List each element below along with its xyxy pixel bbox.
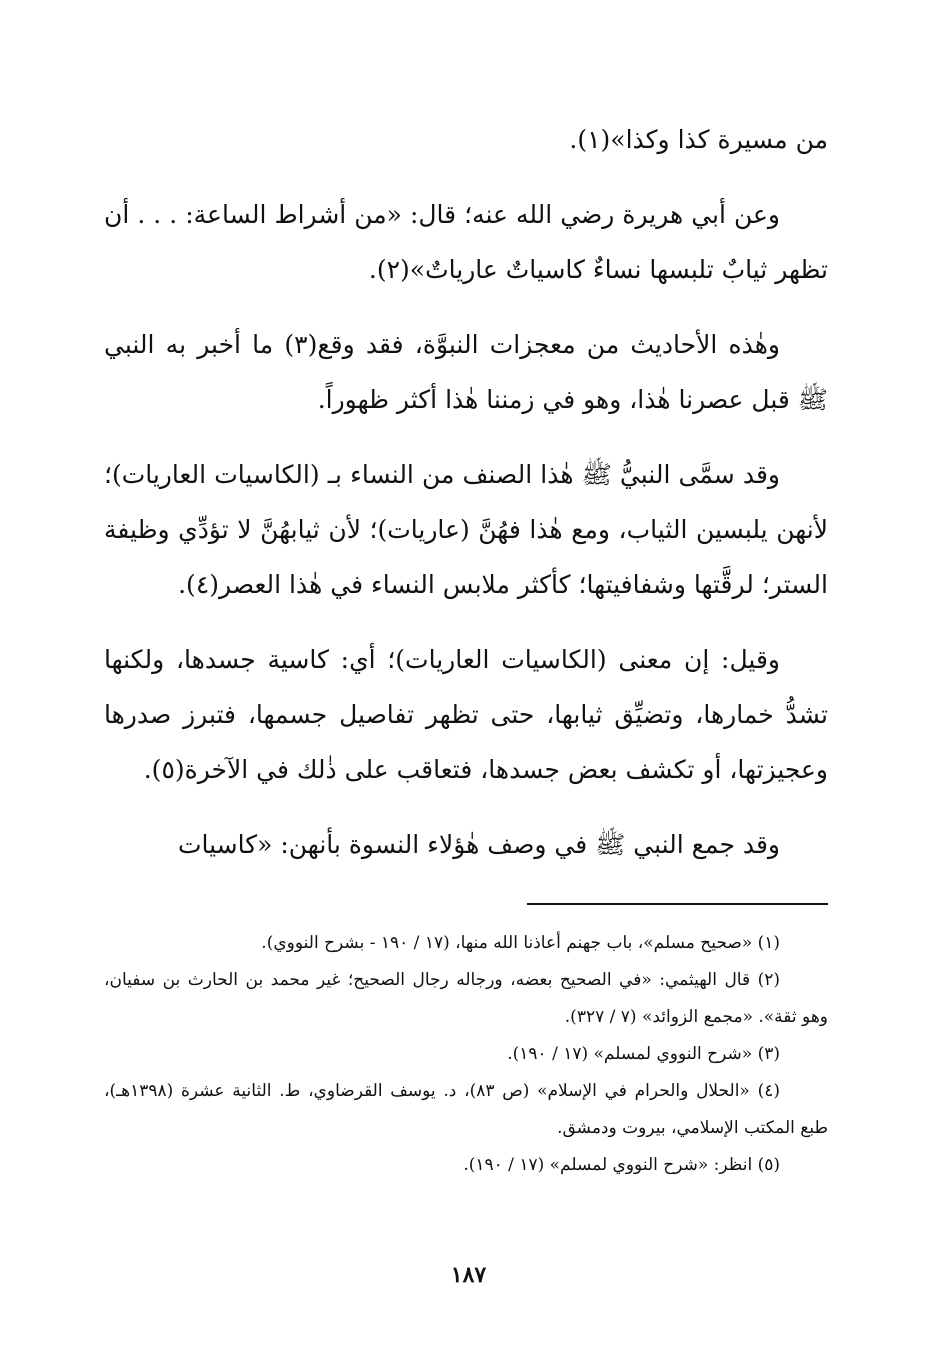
paragraph-1: من مسيرة كذا وكذا»(١). (569, 125, 828, 154)
paragraph-5: وقيل: إن معنى (الكاسيات العاريات)؛ أي: كاسية جسدها، ولكنها تشدُّ خمارها، وتضيِّق ثيابها، حتى تظهر تفاصيل جسمها، فتبرز صدرها وعجيزتها، أو تكشف بعض جسدها، فتعاقب على ذٰلك في الآخرة(٥). (104, 645, 828, 784)
footnotes (104, 925, 828, 1184)
paragraph-3: وهٰذه الأحاديث من معجزات النبوَّة، فقد وقع(٣) ما أخبر به النبي ﷺ قبل عصرنا هٰذا، وهو في زمننا هٰذا أكثر ظهوراً. (104, 330, 828, 414)
paragraph-4: وقد سمَّى النبيُّ ﷺ هٰذا الصنف من النساء بـ (الكاسيات العاريات)؛ لأنهن يلبسين الثياب، ومع هٰذا فهُنَّ (عاريات)؛ لأن ثيابهُنَّ لا تؤدِّي وظيفة الستر؛ لرقَّتها وشفافيتها؛ كأكثر ملابس النساء في هٰذا العصر(٤). (104, 460, 828, 599)
footnote-separator (527, 903, 828, 905)
footnote-2: (٢) قال الهيثمي: «في الصحيح بعضه، ورجاله رجال الصحيح؛ غير محمد بن الحارث بن سفيان، وهو ثقة». «مجمع الزوائد» (٧ / ٣٢٧). (104, 970, 828, 1027)
footnote-4: (٤) «الحلال والحرام في الإسلام» (ص ٨٣)، د. يوسف القرضاوي، ط. الثانية عشرة (١٣٩٨هـ)، طبع المكتب الإسلامي، بيروت ودمشق. (104, 1081, 828, 1138)
footnote-5: (٥) انظر: «شرح النووي لمسلم» (١٧ / ١٩٠). (463, 1155, 780, 1175)
footnote-3: (٣) «شرح النووي لمسلم» (١٧ / ١٩٠). (507, 1044, 780, 1064)
paragraph-2: وعن أبي هريرة رضي الله عنه؛ قال: «من أشراط الساعة: . . . أن تظهر ثيابٌ تلبسها نساءٌ كاسياتٌ عارياتٌ»(٢). (104, 200, 828, 284)
paragraph-6: وقد جمع النبي ﷺ في وصف هٰؤلاء النسوة بأنهن: «كاسيات (177, 830, 780, 859)
footnote-1: (١) «صحيح مسلم»، باب جهنم أعاذنا الله منها، (١٧ / ١٩٠ - بشرح النووي). (261, 933, 780, 953)
main-text (104, 112, 828, 872)
page-number: ١٨٧ (450, 1262, 487, 1288)
